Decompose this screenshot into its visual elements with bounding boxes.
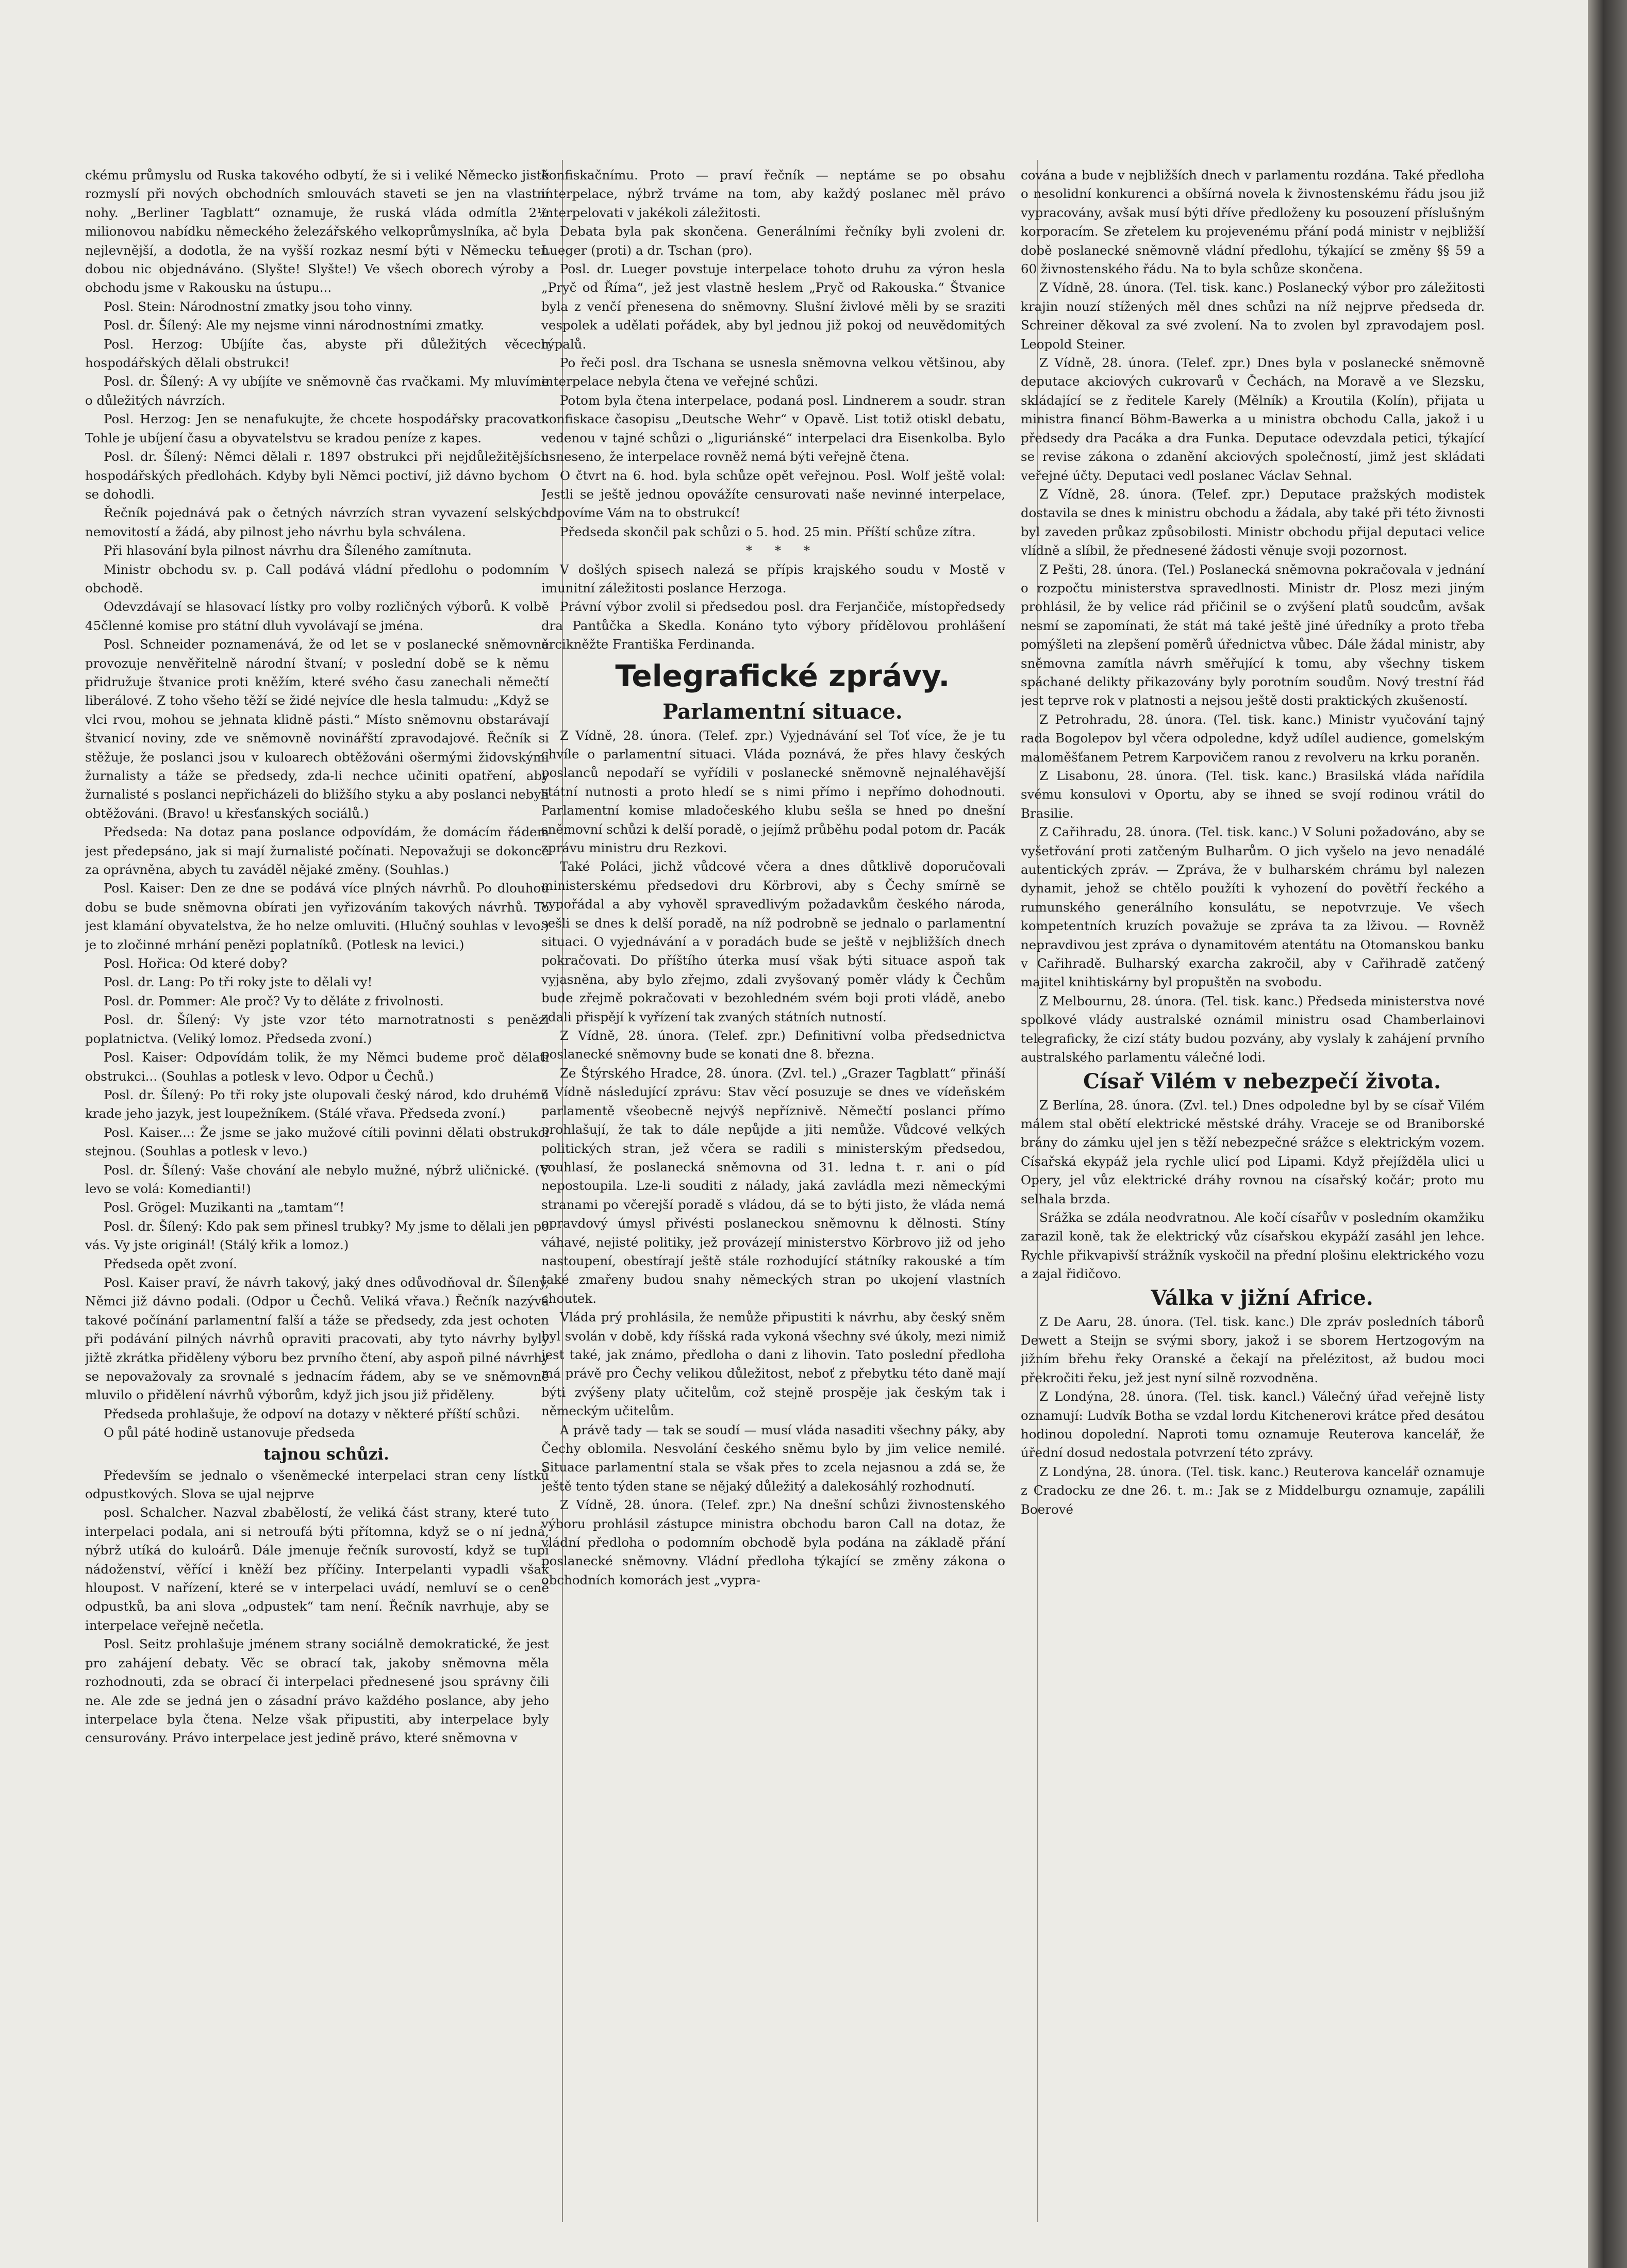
paragraph: Předseda skončil pak schůzi o 5. hod. 25 min. Příští schůze zítra. xyxy=(560,524,976,539)
paragraph: Debata byla pak skončena. Generálními řečníky byli zvoleni dr. Lueger (proti) a dr. Tschan (pro). xyxy=(541,224,1005,258)
paragraph: Především se jednalo o všeněmecké interpelaci stran ceny lístků odpustkových. Slova se ujal nejprve xyxy=(85,1467,549,1502)
paragraph: Po řeči posl. dra Tschana se usnesla sněmovna velkou většinou, aby interpelace nebyla čtena ve veřejné schůzi. xyxy=(541,355,1005,389)
section-title: Císař Vilém v nebezpečí života. xyxy=(1083,1069,1441,1094)
paragraph: Posl. Stein: Národnostní zmatky jsou toho vinny. xyxy=(104,299,413,314)
paragraph: Potom byla čtena interpelace, podaná posl. Lindnerem a soudr. stran konfiskace časopisu „Deutsche Wehr“ v Opavě. List totiž otiskl debatu, vedenou v tajné schůzi o „liguriánské“ interpelaci dra Eisenkolba. Bylo usneseno, že interpelace rovněž nemá býti veřejně čtena. xyxy=(541,392,1005,465)
paragraph: O půl páté hodině ustanovuje předseda xyxy=(104,1425,355,1441)
paragraph: Posl. Seitz prohlašuje jménem strany sociálně demokratické, že jest pro zahájení debaty. Věc se obrací tak, jakoby sněmovna měla rozhodnouti, zda se obrací či interpelaci přednesené jsou správny čili ne. Ale zde se jedná jen o zásadní právo každého poslance, aby jeho interpelace byla čtena. Nelze však připustiti, aby interpelace byly censurovány. Právo interpelace jest jedině právo, které sněmovna v xyxy=(85,1636,549,1746)
column-middle xyxy=(541,166,1005,2218)
paragraph: posl. Schalcher. Nazval zbabělostí, že veliká část strany, které tuto interpelaci podala, ani si netroufá býti přítomna, když se o ní jedná, nýbrž utíká do kuloárů. Dále jmenuje řečník surovostí, když se tupí nádoženství, věřící i kněží bez příčiny. Interpelanti vypadli však hloupost. V nařízení, které se v interpelaci uvádí, nemluví se o ceně odpustků, ba ani slova „odpustek“ tam není. Řečník navrhuje, aby se interpelace veřejně nečetla. xyxy=(85,1505,549,1633)
paragraph: A právě tady — tak se soudí — musí vláda nasaditi všechny páky, aby Čechy oblomila. Nesvolání českého sněmu bylo by jim velice nemilé. Situace parlamentní stala se však přes to zcela nejasnou a zdá se, že ještě tento týden stane se nějaký důležitý a dalekosáhlý rozhodnutí. xyxy=(541,1422,1005,1494)
paragraph: Posl. Hořica: Od které doby? xyxy=(104,956,288,971)
paragraph: Posl. dr. Šílený: Po tři roky jste olupovali český národ, kdo druhému krade jeho jazyk, jest loupežníkem. (Stálé vřava. Předseda zvoní.) xyxy=(85,1087,549,1121)
paragraph: V došlých spisech nalezá se přípis krajského soudu v Mostě v imunitní záležitosti poslance Herzoga. xyxy=(541,561,1005,595)
paragraph: Z Vídně, 28. února. (Telef. zpr.) Dnes byla v poslanecké sněmovně deputace akciových cukrovarů v Čechách, na Moravě a ve Slezsku, skládající se z ředitele Karely (Mělník) a Kroutila (Kolín), přijata u ministra financí Böhm-Bawerka a u ministra obchodu Calla, jakož i u předsedy dra Pacáka a dra Funka. Deputace odevzdala petici, týkající se revise zákona o zdanění akciových společností, jimž jest skládati veřejné účty. Deputaci vedl poslanec Václav Sehnal. xyxy=(1021,355,1485,483)
paragraph: ckému průmyslu od Ruska takového odbytí, že si i veliké Německo jistě rozmyslí při nových obchodních smlouvách staveti se jen na vlastní nohy. „Berliner Tagblatt“ oznamuje, že ruská vláda odmítla 2½ milionovou nabídku německého železářského velkoprůmyslníka, ač byla nejlevnější, a dodotla, že na vyšší rozkaz nesmí býti v Německu ten dobou nic objednáváno. (Slyšte! Slyšte!) Ve všech oborech výroby a obchodu jsme v Rakousku na ústupu... xyxy=(85,168,549,295)
paragraph: Posl. Kaiser: Den ze dne se podává více plných návrhů. Po dlouhou dobu se bude sněmovna obírati jen vyřizováním takových návrhů. To jest klamání obyvatelstva, že ho nelze omluviti. (Hlučný souhlas v levo.) je to zločinné mrhání penězi poplatníků. (Potlesk na levici.) xyxy=(85,881,549,952)
paragraph: Z Londýna, 28. února. (Tel. tisk. kancl.) Válečný úřad veřejně listy oznamují: Ludvík Botha se vzdal lordu Kitchenerovi krátce před desátou hodinou dopolední. Naproti tomu oznamuje Reuterova kancelář, že úřední dosud nedostala potvrzení této zprávy. xyxy=(1021,1389,1485,1461)
paragraph: Předseda opět zvoní. xyxy=(104,1256,237,1271)
paragraph: Z Vídně, 28. února. (Telef. zpr.) Deputace pražských modistek dostavila se dnes k ministru obchodu a žádala, aby také při této živnosti byl zaveden průkaz způsobilosti. Ministr obchodu přijal deputaci velice vlídně a slíbil, že přednesené žádosti věnuje svoji pozornost. xyxy=(1021,486,1485,558)
page-binding-edge xyxy=(1588,0,1627,2268)
paragraph: Posl. Herzog: Ubíjíte čas, abyste při důležitých věcech hospodářských dělali obstrukci! xyxy=(85,336,549,371)
paragraph: Právní výbor zvolil si předsedou posl. dra Ferjančiče, místopředsedy dra Pantůčka a Skedla. Konáno tyto výbory přídělovou prohlášení arcikněžte Františka Ferdinanda. xyxy=(541,599,1005,652)
section-separator: * * * xyxy=(745,543,820,558)
paragraph: Z Londýna, 28. února. (Tel. tisk. kanc.) Reuterova kancelář oznamuje z Cradocku ze dne 26. t. m.: Jak se z Middelburgu oznamuje, zapálili Boerové xyxy=(1021,1464,1485,1517)
paragraph: Posl. Herzog: Jen se nenafukujte, že chcete hospodářsky pracovati. Tohle je ubíjení času a obyvatelstvu se kradou peníze z kapes. xyxy=(85,411,549,445)
paragraph: cována a bude v nejbližších dnech v parlamentu rozdána. Také předloha o nesolidní konkurenci a obšírná novela k živnostenskému řádu jsou již vypracovány, avšak musí býti dříve předloženy ku posouzení příslušným korporacím. Se zřetelem ku projevenému přání podá ministr v nejbližší době poslanecké sněmovně vládní předlohu, týkající se změny §§ 59 a 60 živnostenského řádu. Na to byla schůze skončena. xyxy=(1021,168,1485,277)
paragraph: Také Poláci, jichž vůdcové včera a dnes důtklivě doporučovali ministerskému předsedovi dru Körbrovi, aby s Čechy smírně se vypořádal a aby vyhověl spravedlivým požadavkům českého národa, sešli se dnes k delší poradě, na níž podrobně se jednalo o parlamentní situaci. O vyjednávání a v poradách bude se ještě v nejbližších dnech pokračovati. Do příštího úterka musí však býti situace aspoň tak vyjasněna, aby bylo zřejmo, zdali zvyšovaný poměr vlády k Čechům bude zřejmě pokračovati v bezohledném svém boji proti vládě, anebo zdali přispějí k vyřízení tak zvaných státních nutností. xyxy=(541,859,1005,1024)
paragraph: Z Melbournu, 28. února. (Tel. tisk. kanc.) Předseda ministerstva nové spolkové vlády australské oznámil ministru osad Chamberlainovi telegraficky, že cizí státy budou pozvány, aby vyslaly k zahájení prvního australského parlamentu válečné lodi. xyxy=(1021,993,1485,1065)
paragraph: O čtvrt na 6. hod. byla schůze opět veřejnou. Posl. Wolf ještě volal: Jestli se ještě jednou opovážíte censurovati naše nevinné interpelace, odpovíme Vám na to obstrukcí! xyxy=(541,468,1005,521)
paragraph: Z Vídně, 28. února. (Tel. tisk. kanc.) Poslanecký výbor pro záležitosti krajin nouzí stížených měl dnes schůzi na níž nejprve předseda dr. Schreiner děkoval za své zvolení. Na to zvolen byl zpravodajem posl. Leopold Steiner. xyxy=(1021,280,1485,352)
section-heading: tajnou schůzi. xyxy=(263,1445,389,1464)
paragraph: Posl. dr. Šílený: Vy jste vzor této marnotratnosti s penězi poplatnictva. (Veliký lomoz. Předseda zvoní.) xyxy=(85,1012,549,1046)
paragraph: Z Petrohradu, 28. února. (Tel. tisk. kanc.) Ministr vyučování tajný rada Bogolepov byl včera odpoledne, když udílel audience, gomelským maloměšťanem Petrem Karpovičem ranou z revolveru na krku poraněn. xyxy=(1021,711,1485,765)
paragraph: Posl. Schneider poznamenává, že od let se v poslanecké sněmovně provozuje nenvěřitelně národní štvaní; v poslední době se k němu přidružuje štvanice proti kněžím, které svého času zanechali němečtí liberálové. Z toho všeho těží se židé nejvíce dle hesla talmudu: „Když se vlci rvou, mohou se jehnata klidně pásti.“ Místo sněmovnu obstarávají štvanicí noviny, zde ve sněmovně novinářští zpravodajové. Řečník si stěžuje, že poslanci jsou v kuloarech obtěžováni ošermými židovskými žurnalisty a táže se předsedy, zda-li nechce učiniti opatření, aby žurnalisté s poslanci nepřicházeli do bližšího styku a aby poslanci nebyli obtěžováni. (Bravo! u křesťanských sociálů.) xyxy=(85,637,549,821)
column-right xyxy=(1021,166,1485,2218)
paragraph: Z Pešti, 28. února. (Tel.) Poslanecká sněmovna pokračovala v jednání o rozpočtu ministerstva spravedlnosti. Ministr dr. Plosz mezi jiným prohlásil, že by velice rád přičinil se o zvýšení platů soudcům, avšak nesmí se zapomínati, že stát má také ještě jiné úředníky a proto třeba pomýšleti na zlepšení poměrů úřednictva vůbec. Dále žádal ministr, aby sněmovna zamítla návrh směřující k tomu, aby všechny tiskem spáchané delikty přikazovány byly porotním soudům. Nový trestní řád jest teprve rok v platnosti a nejsou ještě dosti praktických zkušeností. xyxy=(1021,561,1485,708)
paragraph: Z Vídně, 28. února. (Telef. zpr.) Vyjednávání sel Toť více, že je tu chvíle o parlamentní situaci. Vláda poznává, že přes hlavy českých poslanců nepodaří se vyřídili v poslanecké sněmovně nejnaléhavější státní nutnosti a proto hledí se s nimi přímo i nepřímo dohodnouti. Parlamentní komise mladočeského klubu sešla se hned po dnešní sněmovní schůzi k delší poradě, o jejímž průběhu podal potom dr. Pacák zprávu ministru dru Rezkovi. xyxy=(541,727,1005,855)
section-subtitle: Parlamentní situace. xyxy=(662,699,903,724)
column-left xyxy=(85,166,549,2218)
paragraph: Posl. Kaiser...: Že jsme se jako mužové cítili povinni dělati obstrukci stejnou. (Souhlas a potlesk v levo.) xyxy=(85,1124,549,1159)
paragraph: Z Vídně, 28. února. (Telef. zpr.) Na dnešní schůzi živnostenského výboru prohlásil zástupce ministra obchodu baron Call na dotaz, že vládní předloha o podomním obchodě byla podána na základě přání poslanecké sněmovny. Vládní předloha týkající se změny zákona o obchodních komorách jest „vypra- xyxy=(541,1497,1005,1587)
paragraph: Při hlasování byla pilnost návrhu dra Šíleného zamítnuta. xyxy=(104,543,472,558)
paragraph: Posl. dr. Šílený: Vaše chování ale nebylo mužné, nýbrž uličnické. (V levo se volá: Komedianti!) xyxy=(85,1162,549,1196)
paragraph: Z Cařihradu, 28. února. (Tel. tisk. kanc.) V Soluni požadováno, aby se vyšetřování proti zatčeným Bulharům. O jich vyšelo na jevo nenadálé autentických zpráv. — Zpráva, že v bulharském chrámu byl nalezen dynamit, jehož se chtělo použíti k vyhození do povětří řeckého a rumunského generálního konsulátu, se nepotvrzuje. Ve všech kompetentních kruzích považuje se zpráva ta za lživou. — Rovněž nepravdivou jest zpráva o dynamitovém atentátu na Otomanskou banku v Cařihradě. Bulharský exarcha zakročil, aby v Cařihradě zatčený majitel knihtiskárny byl propuštěn na svobodu. xyxy=(1021,824,1485,990)
paragraph: Vláda prý prohlásila, že nemůže připustiti k návrhu, aby český sněm byl svolán v době, kdy říšská rada vykoná všechny své úkoly, mezi nimiž jest také, jak známo, předloha o dani z lihovin. Tato poslední předloha má právě pro Čechy velikou důležitost, neboť z přebytku této daně mají býti zvýšeny platy učitelům, což stejně prospěje jak českým tak i německým učitelům. xyxy=(541,1310,1005,1419)
paragraph: Posl. dr. Lueger povstuje interpelace tohoto druhu za výron hesla „Pryč od Říma“, jež jest vlastně heslem „Pryč od Rakouska.“ Štvanice byla z venčí přenesena do sněmovny. Slušní živlové měli by se sraziti vespolek a udělati pořádek, aby byl jednou již pokoj od neuvědomitých rýpalů. xyxy=(541,261,1005,352)
paragraph: Posl. dr. Šílený: Kdo pak sem přinesl trubky? My jsme to dělali jen po vás. Vy jste originál! (Stálý křik a lomoz.) xyxy=(85,1218,549,1253)
paragraph: Odevzdávají se hlasovací lístky pro volby rozličných výborů. K volbě 45členné komise pro státní dluh vyvolávají se jména. xyxy=(85,599,549,633)
paragraph: Posl. dr. Šílený: A vy ubíjíte ve sněmovně čas rvačkami. My mluvíme o důležitých návrzích. xyxy=(85,374,549,408)
section-title: Válka v jižní Africe. xyxy=(1151,1285,1373,1310)
paragraph: Z Vídně, 28. února. (Telef. zpr.) Definitivní volba předsednictva poslanecké sněmovny bude se konati dne 8. března. xyxy=(541,1028,1005,1062)
paragraph: Předseda: Na dotaz pana poslance odpovídám, že domácím řádem jest předepsáno, jak si mají žurnalisté počínati. Nepovažuji se dokonce za oprávněna, abych tu zaváděl nějaké změny. (Souhlas.) xyxy=(85,824,549,878)
paragraph: Předseda prohlašuje, že odpoví na dotazy v některé příští schůzi. xyxy=(104,1406,520,1421)
paragraph: Ze Štýrského Hradce, 28. února. (Zvl. tel.) „Grazer Tagblatt“ přináší z Vídně následující zprávu: Stav věcí posuzuje se dnes ve vídeňském parlamentě všeobecně nejvýš nepříznivě. Němečtí poslanci přímo prohlašují, že tak to dále nepůjde a jiti nemůže. Vůdcové velkých politických stran, jež včera se radili s ministerským předsedou, souhlasí, že poslanecká sněmovna od 31. ledna t. r. ani o píď nepostoupila. Lze-li souditi z nálady, jaká zavládla mezi německými stranami po včerejší poradě s vládou, dá se to býti jisto, že vláda nemá opravdový úmysl přivésti poslaneckou sněmovnu k dělnosti. Stíny váhavé, nejisté politiky, jež provázejí ministerstvo Körbrovo již od jeho nastoupení, obestírají ještě stále rozhodující státníky rakouské a tím také zmařeny budou snahy německých stran po ukojení vlastních choutek. xyxy=(541,1065,1005,1306)
paragraph: Posl. dr. Šílený: Němci dělali r. 1897 obstrukci při nejdůležitějších hospodářských předlohách. Kdyby byli Němci poctiví, již dávno bychom se dohodli. xyxy=(85,449,549,502)
paragraph: Posl. dr. Pommer: Ale proč? Vy to děláte z frivolnosti. xyxy=(104,993,444,1008)
paragraph: Posl. dr. Šílený: Ale my nejsme vinni národnostními zmatky. xyxy=(104,318,485,333)
paragraph: Posl. Grögel: Muzikanti na „tamtam“! xyxy=(104,1200,345,1215)
paragraph: Z Lisabonu, 28. února. (Tel. tisk. kanc.) Brasilská vláda nařídila svému konsulovi v Oportu, aby se ihned se svojí rodinou vrátil do Brasilie. xyxy=(1021,768,1485,821)
paragraph: Z De Aaru, 28. února. (Tel. tisk. kanc.) Dle zpráv posledních táborů Dewett a Steijn se svými sbory, jakož i se sborem Hertzogovým na jižním břehu řeky Oranské a čekají na přelézitost, až budou moci překročiti řeku, jež jest nyní silně rozvodněna. xyxy=(1021,1314,1485,1385)
paragraph: Srážka se zdála neodvratnou. Ale kočí císařův v posledním okamžiku zarazil koně, tak že elektrický vůz císařskou ekypáží zasáhl jen lehce. Rychle přikvapivší strážník vyskočil na přední plošinu elektrického vozu a zajal řidičovo. xyxy=(1021,1210,1485,1282)
paragraph: konfiskačnímu. Proto — praví řečník — neptáme se po obsahu interpelace, nýbrž trváme na tom, aby každý poslanec měl právo interpelovati v jakékoli záležitosti. xyxy=(541,168,1005,220)
section-title: Telegrafické zprávy. xyxy=(615,658,950,693)
paragraph: Z Berlína, 28. února. (Zvl. tel.) Dnes odpoledne byl by se císař Vilém málem stal obětí elektrické městské dráhy. Vraceje se od Braniborské brány do zámku ujel jen s těží nebezpečné srážce s elektrickým vozem. Císařská ekypáž jela rychle ulicí pod Lipami. Když přejížděla ulici u Opery, jel vůz elektrické dráhy rovnou na císařský kočár; proto mu selhala brzda. xyxy=(1021,1097,1485,1206)
paragraph: Posl. Kaiser praví, že návrh takový, jaký dnes odůvodňoval dr. Šílený, Němci již dávno podali. (Odpor u Čechů. Veliká vřava.) Řečník nazývá takové počínání parlamentní falší a táže se předsedy, zda jest ochoten při podávání pilných návrhů opraviti pracovati, aby tyto návrhy byly jižtě zkrátka přiděleny výboru bez prvního čtení, aby aspoň pilné návrhy se nepovažovaly za srovnalé s jednacím řádem, aby se ve sněmovně mluvilo o přidělení návrhů výborům, když jich jsou již přiděleny. xyxy=(85,1274,549,1403)
paragraph: Ministr obchodu sv. p. Call podává vládní předlohu o podomním obchodě. xyxy=(85,561,549,595)
paragraph: Posl. dr. Lang: Po tři roky jste to dělali vy! xyxy=(104,974,373,990)
paragraph: Posl. Kaiser: Odpovídám tolik, že my Němci budeme proč dělati obstrukci... (Souhlas a potlesk v levo. Odpor u Čechů.) xyxy=(85,1050,549,1084)
paragraph: Řečník pojednává pak o četných návrzích stran vyvazení selských nemovitostí a žádá, aby pilnost jeho návrhu byla schválena. xyxy=(85,505,549,539)
